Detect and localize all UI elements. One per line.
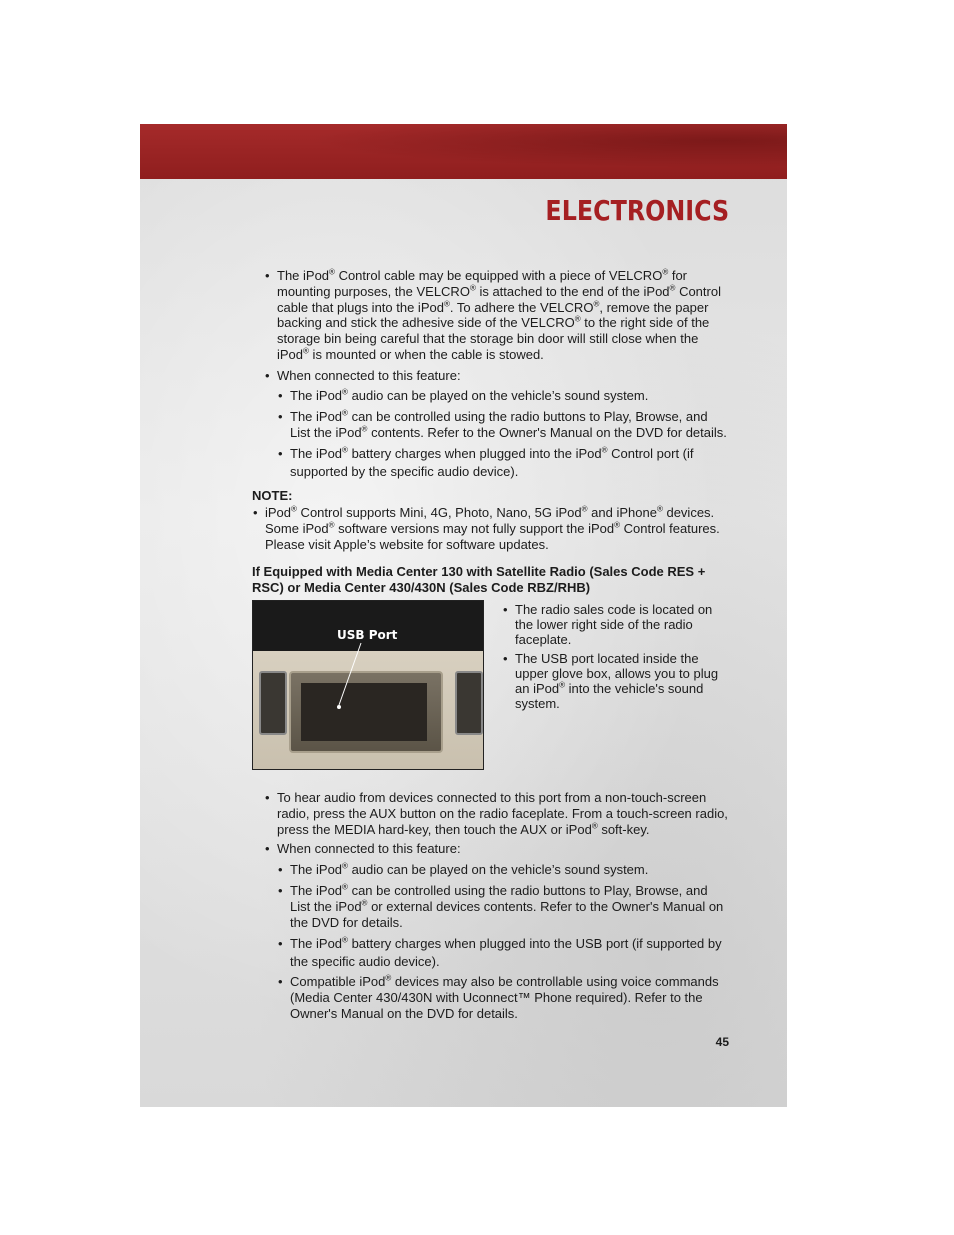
- note-label: NOTE:: [252, 488, 293, 503]
- callout-line: [253, 601, 483, 769]
- bullet-when-connected-2: • When connected to this feature:: [277, 841, 461, 857]
- page-number: 45: [715, 1035, 729, 1049]
- bullet-hear-audio: • To hear audio from devices connected to this port from a non-touch-screen radio, press the AUX button on the radio faceplate. From a touch-screen radio, press the MEDIA hard-key, then touch the AUX or iPod® soft-key.: [277, 790, 728, 837]
- manual-page: [140, 124, 787, 1107]
- sub-bullet-audio-2: • The iPod® audio can be played on the vehicle’s sound system.: [290, 862, 648, 878]
- sub-bullet-control-1: • The iPod® can be controlled using the radio buttons to Play, Browse, and List the iPod® contents. Refer to the Owner's Manual on the DVD for details.: [290, 409, 727, 441]
- side-bullet-sales-code: • The radio sales code is located on the lower right side of the radio faceplate.: [515, 602, 712, 647]
- side-bullet-usb-location: • The USB port located inside the upper glove box, allows you to plug an iPod® into the vehicle's sound system.: [515, 651, 718, 711]
- sub-bullet-battery-1: • The iPod® battery charges when plugged into the iPod® Control port (if supported by the specific audio device).: [290, 446, 694, 480]
- section-title: ELECTRONICS: [545, 194, 729, 227]
- note-bullet: • iPod® Control supports Mini, 4G, Photo, Nano, 5G iPod® and iPhone® devices. Some iPod® software versions may not fully support the iPod® Control features. Please visit Apple’s website for software updates.: [265, 505, 720, 552]
- header-banner: [140, 124, 787, 179]
- sub-bullet-voice: • Compatible iPod® devices may also be controllable using voice commands (Media Center 430/430N with Uconnect™ Phone required). Refer to the Owner's Manual on the DVD for details.: [290, 974, 719, 1021]
- bullet-velcro: • The iPod® Control cable may be equipped with a piece of VELCRO® for mounting purposes, the VELCRO® is attached to the end of the iPod® Control cable that plugs into the iPod®. To adhere the VELCRO®, remove the paper backing and stick the adhesive side of the VELCRO® to the right side of the storage bin being careful that the storage bin door will still close when the iPod® is mounted or when the cable is stowed.: [277, 268, 737, 363]
- usb-port-label: USB Port: [337, 628, 398, 642]
- usb-port-photo: [252, 600, 484, 770]
- sub-bullet-battery-2: • The iPod® battery charges when plugged into the USB port (if supported by the specific audio device).: [290, 936, 722, 970]
- sub-bullet-audio-1: • The iPod® audio can be played on the vehicle’s sound system.: [290, 388, 648, 404]
- sub-bullet-control-2: • The iPod® can be controlled using the radio buttons to Play, Browse, and List the iPod® or external devices contents. Refer to the Owner's Manual on the DVD for details.: [290, 883, 723, 930]
- media-center-heading: If Equipped with Media Center 130 with Satellite Radio (Sales Code RES + RSC) or Media Center 430/430N (Sales Code RBZ/RHB): [252, 564, 706, 595]
- bullet-when-connected-1: • When connected to this feature:: [277, 368, 461, 384]
